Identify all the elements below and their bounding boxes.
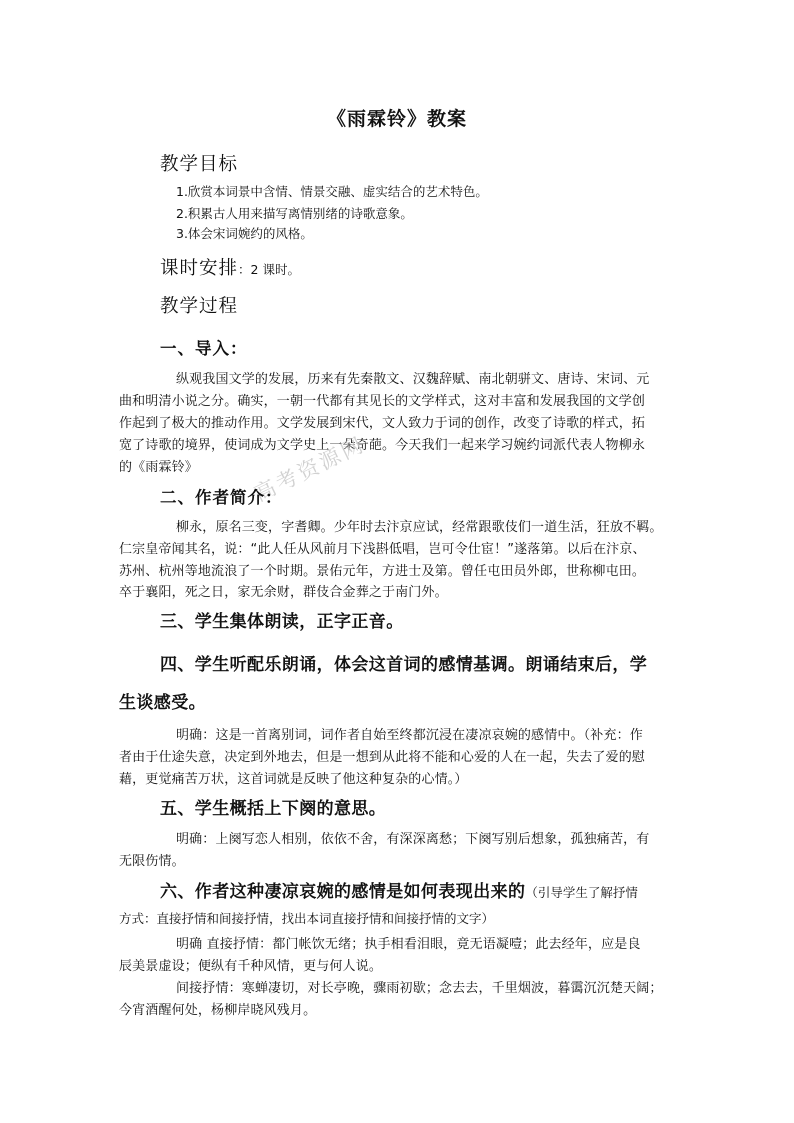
paragraph-line: 辰美景虚设；便纵有千种风情，更与何人说。 (119, 959, 383, 974)
section6-heading (160, 877, 638, 902)
paragraph-line: 今宵酒醒何处，杨柳岸晓风残月。 (119, 1003, 317, 1018)
paragraph-line: 的《雨霖铃》 (119, 460, 198, 475)
objective-item: 3.体会宋词婉约的风格。 (176, 226, 313, 241)
section6-heading-cont: 方式：直接抒情和间接抒情，找出本词直接抒情和间接抒情的文字） (119, 911, 495, 926)
section2-heading: 二、作者简介： (160, 488, 283, 507)
paragraph-line: 藉，更觉痛苦万状，这首词就是反映了他这种复杂的心情。） (119, 772, 468, 787)
paragraph-line: 间接抒情：寒蝉凄切，对长亭晚，骤雨初歇；念去去，千里烟波，暮霭沉沉楚天阔； (176, 981, 663, 996)
objective-item: 1.欣赏本词景中含情、情景交融、虚实结合的艺术特色。 (176, 184, 488, 199)
paragraph-line: 仁宗皇帝闻其名，说：“此人任从风前月下浅斟低唱，岂可令仕宦！”遂落第。以后在汴京、 (119, 542, 646, 557)
section6-heading-text: 六、作者这种凄凉哀婉的感情是如何表现出来的 (160, 882, 526, 902)
paragraph-line: 曲和明清小说之分。确实，一朝一代都有其见长的文学样式，这对丰富和发展我国的文学创 (119, 394, 646, 409)
section4-heading: 四、学生听配乐朗诵，体会这首词的感情基调。朗诵结束后，学 (160, 655, 648, 675)
document-title: 《雨霖铃》教案 (326, 108, 467, 130)
section3-heading: 三、学生集体朗读，正字正音。 (160, 612, 404, 632)
paragraph-line: 宽了诗歌的境界，使词成为文学史上一朵奇葩。今天我们一起来学习婉约词派代表人物柳永 (119, 438, 646, 453)
paragraph-line: 明确：这是一首离别词，词作者自始至终都沉浸在凄凉哀婉的感情中。（补充：作 (176, 728, 643, 743)
paragraph-line: 明确：上阕写恋人相别，依依不舍，有深深离愁；下阕写别后想象，孤独痛苦，有 (176, 832, 650, 847)
section4-heading-cont: 生谈感受。 (119, 693, 206, 713)
paragraph-line: 纵观我国文学的发展，历来有先秦散文、汉魏辞赋、南北朝骈文、唐诗、宋词、元 (176, 372, 650, 387)
paragraph-line: 者由于仕途失意，决定到外地去，但是一想到从此将不能和心爱的人在一起，失去了爱的慰 (119, 750, 646, 765)
section6-heading-note: （引导学生了解抒情 (525, 885, 638, 900)
paragraph-line: 无限伤情。 (119, 854, 185, 869)
watermark: 高考资源网 (250, 432, 369, 507)
objectives-heading: 教学目标 (160, 154, 239, 175)
section1-heading: 一、导入： (160, 339, 248, 358)
paragraph-line: 卒于襄阳，死之日，家无余财，群伎合金葬之于南门外。 (119, 585, 448, 600)
objective-item: 2.积累古人用来描写离情别绪的诗歌意象。 (176, 206, 413, 221)
section5-heading: 五、学生概括上下阕的意思。 (160, 799, 387, 819)
schedule-line (160, 254, 300, 280)
paragraph-line: 明确 直接抒情：都门帐饮无绪；执手相看泪眼，竟无语凝噎；此去经年，应是良 (176, 937, 641, 952)
paragraph-line: 柳永，原名三变，字耆卿。少年时去汴京应试，经常跟歌伎们一道生活，狂放不羁。 (176, 520, 663, 535)
paragraph-line: 苏州、杭州等地流浪了一个时期。景佑元年，方进士及第。曾任屯田员外郎，世称柳屯田。 (119, 564, 646, 579)
schedule-value: ：2 课时。 (238, 262, 300, 277)
schedule-label: 课时安排 (160, 258, 239, 279)
process-heading: 教学过程 (160, 296, 239, 317)
paragraph-line: 作起到了极大的推动作用。文学发展到宋代，文人致力于词的创作，改变了诗歌的样式，拓 (119, 416, 646, 431)
